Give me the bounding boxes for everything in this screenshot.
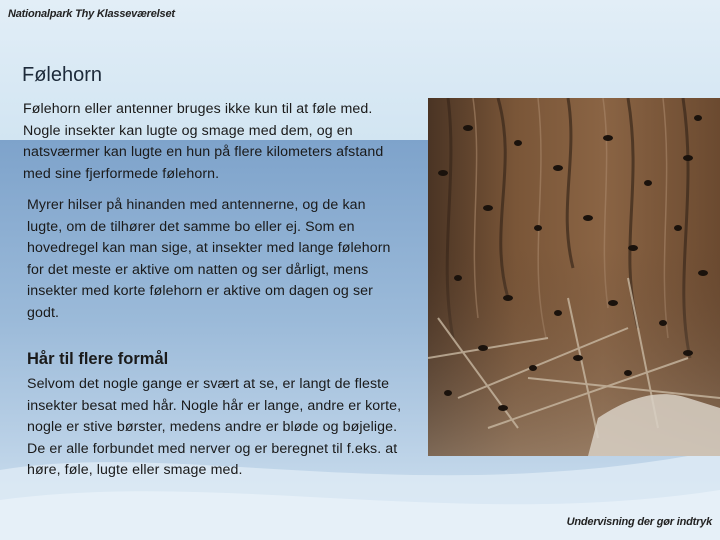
paragraph-ants: Myrer hilser på hinanden med antennerne, og de kan lugte, om de tilhører det samme bo eller ej. Som en hovedregel kan man sige, at insekter med lange følehorn for det meste er aktive om natten og ser dårligt, mens insekter med korte følehorn er aktive om dagen og ser godt. <box>27 197 391 321</box>
ants-photo <box>428 98 720 456</box>
page-title: Følehorn <box>22 64 103 86</box>
section-heading: Hår til flere formål <box>27 350 169 368</box>
brand-logo: Nationalpark Thy Klasseværelset <box>8 8 175 20</box>
paragraph-hair: Selvom det nogle gange er svært at se, er langt de fleste insekter besat med hår. Nogle hår er lange, andre er korte, nogle er stive børster, medens andre er bløde og bøjelige. De er alle forbundet med nerver og er beregnet til f.eks. at høre, føle, lugte eller smage med. <box>27 376 402 479</box>
footer-tagline: Undervisning der gør indtryk <box>566 516 712 528</box>
paragraph-antenna-intro: Følehorn eller antenner bruges ikke kun til at føle med. Nogle insekter kan lugte og smage med dem, og en natsværmer kan lugte en hun på flere kilometers afstand med sine fjerformede følehorn. <box>23 101 384 182</box>
